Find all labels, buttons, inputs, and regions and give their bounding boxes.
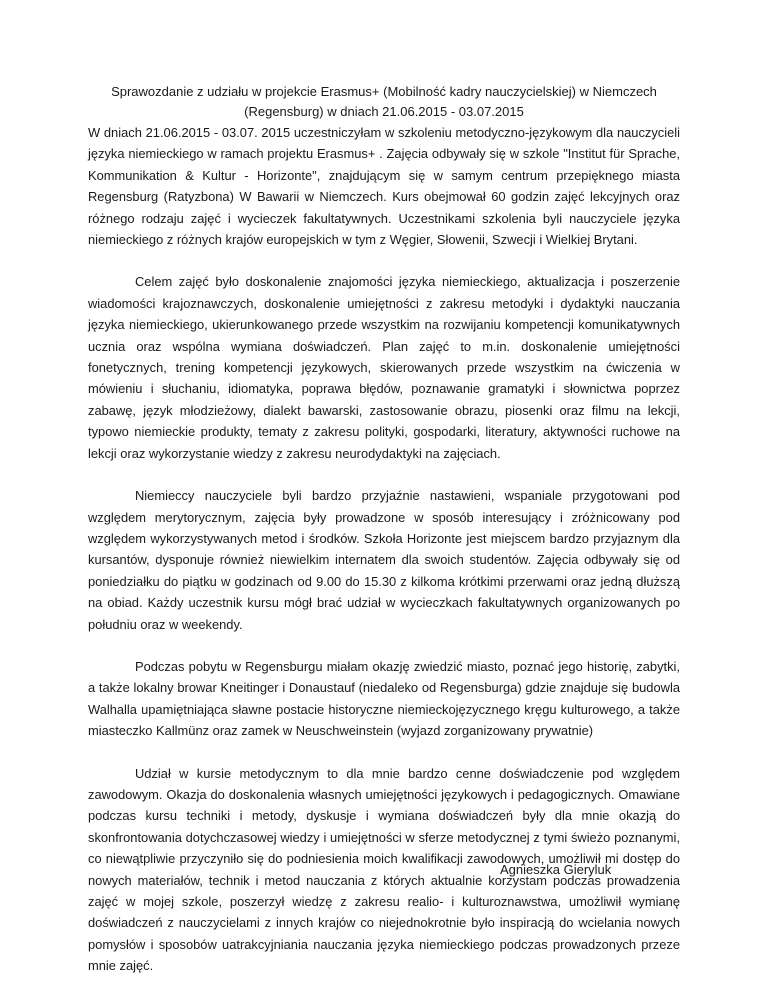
paragraph-teachers: Niemieccy nauczyciele byli bardzo przyjaźnie nastawieni, wspaniale przygotowani pod względem merytorycznym, zajęcia były prowadzone w sposób interesujący i zróżnicowany pod względem wykorzystywanych metod i środków. Szkoła Horizonte jest miejscem bardzo przyjaznym dla kursantów, dysponuje również niewielkim internatem dla swoich studentów. Zajęcia odbywały się od poniedziałku do piątku w godzinach od 9.00 do 15.30 z kilkoma krótkimi przerwami oraz jedną dłuższą na obiad. Każdy uczestnik kursu mógł brać udział w wycieczkach fakultatywnych organizowanych po południu oraz w weekendy.: [88, 488, 680, 632]
paragraph-summary: Udział w kursie metodycznym to dla mnie bardzo cenne doświadczenie pod względem zawodowym. Okazja do doskonalenia własnych umiejętności językowych i pedagogicznych. Omawiane podczas kursu techniki i metody, dyskusje i wymiana doświadczeń były dla mnie okazją do skonfrontowania dotychczasowej wiedzy i umiejętności w sferze metodycznej z tymi świeżo poznanymi, co niewątpliwie przyczyniło się do podniesienia moich kwalifikacji zawodowych, umożliwił mi dostęp do nowych materiałów, technik i metod nauczania z których aktualnie korzystam podczas prowadzenia zajęć w mojej szkole, poszerzył wiedzę z zakresu realio- i kulturoznawstwa, umożliwił wymianę doświadczeń z nauczycielami z innych krajów co niejednokrotnie było inspiracją do wcielania nowych pomysłów i sposobów uatrakcyjniania nauczania języka niemieckiego podczas prowadzonych przeze mnie zajęć.: [88, 765, 680, 974]
title-line-1: Sprawozdanie z udziału w projekcie Erasmus+ (Mobilność kadry nauczycielskiej) w Niemczech: [111, 84, 657, 99]
paragraph-intro: W dniach 21.06.2015 - 03.07. 2015 uczestniczyłam w szkoleniu metodyczno-językowym dla nauczycieli języka niemieckiego w ramach projektu Erasmus+ . Zajęcia odbywały się w szkole "Institut für Sprache, Kommunikation & Kultur - Horizonte", znajdującym się w samym centrum przepięknego miasta Regensburg (Ratyzbona) W Bawarii w Niemczech. Kurs obejmował 60 godzin zajęć lekcyjnych oraz różnego rodzaju zajęć i wycieczek fakultatywnych. Uczestnikami szkolenia byli nauczyciele języka niemieckiego z różnych krajów europejskich w tym z Węgier, Słowenii, Szwecji i Wielkiej Brytani.: [88, 125, 680, 248]
paragraph-goals: Celem zajęć było doskonalenie znajomości języka niemieckiego, aktualizacja i poszerzenie wiadomości krajoznawczych, doskonalenie umiejętności z zakresu metodyki i dydaktyki nauczania języka niemieckiego, ukierunkowanego przede wszystkim na rozwijaniu kompetencji komunikatywnych ucznia oraz wspólna wymiana doświadczeń. Plan zajęć to m.in. doskonalenie umiejętności fonetycznych, trening kompetencji językowych, skierowanych przede wszystkim na ćwiczenia w mówieniu i słuchaniu, idiomatyka, poprawa błędów, poznawanie gramatyki i słownictwa poprzez zabawę, język młodzieżowy, dialekt bawarski, zastosowanie obrazu, piosenki oraz filmu na lekcji, typowo niemieckie produkty, tematy z zakresu polityki, gospodarki, literatury, aktywności ruchowe na lekcji oraz wykorzystanie wiedzy z zakresu neurodydaktyki na zajęciach.: [88, 274, 680, 461]
title-line-2: (Regensburg) w dniach 21.06.2015 - 03.07.2015: [244, 104, 524, 119]
document-title: [100, 82, 668, 122]
paragraph-sightseeing: Podczas pobytu w Regensburgu miałam okazję zwiedzić miasto, poznać jego historię, zabytki, a także lokalny browar Kneitinger i Donaustauf (niedaleko od Regensburga) gdzie znajduje się budowla Walhalla upamiętniająca sławne postacie historyczne niemieckojęzycznego kręgu kulturowego, a także miasteczko Kallmünz oraz zamek w Neuschweinstein (wyjazd zorganizowany prywatnie): [88, 658, 680, 739]
signature: Agnieszka Gieryluk: [500, 862, 612, 877]
